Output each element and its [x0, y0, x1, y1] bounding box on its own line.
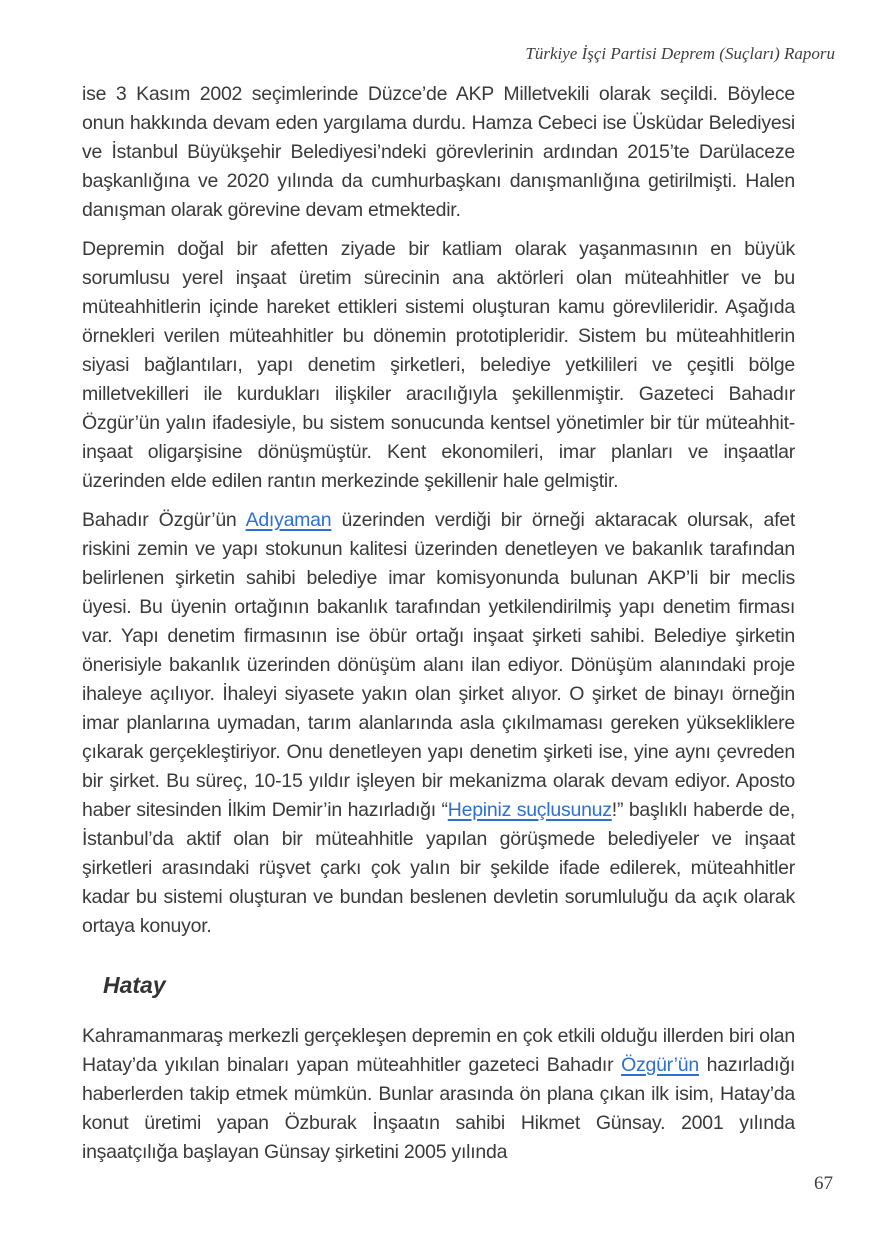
inline-link[interactable]: Hepiniz suçlusunuz: [447, 799, 612, 821]
paragraph: Kahramanmaraş merkezli gerçekleşen depremin en çok etkili olduğu illerden biri olan Hatay’da yıkılan binaları yapan müteahhitler gazeteci Bahadır Özgür’ün hazırladığı haberlerden takip etmek mümkün. Bunlar arasında ön plana çıkan ilk isim, Hatay’da konut üretimi yapan Özburak İnşaatın sahibi Hikmet Günsay. 2001 yılında inşaatçılığa başlayan Günsay şirketini 2005 yılında: [82, 1025, 795, 1163]
page-number: 67: [814, 1173, 833, 1194]
document-body: [82, 80, 795, 1177]
inline-link[interactable]: Adıyaman: [245, 509, 332, 531]
inline-link[interactable]: Özgür’ün: [621, 1054, 699, 1076]
section-heading: Hatay: [103, 972, 166, 998]
paragraph: Bahadır Özgür’ün Adıyaman üzerinden verdiği bir örneği aktaracak olursak, afet riskini zemin ve yapı stokunun kalitesi üzerinden denetleyen ve bakanlık tarafından belirlenen şirketin sahibi belediye imar komisyonunda bulunan AKP’li bir meclis üyesi. Bu üyenin ortağının bakanlık tarafından yetkilendirilmiş yapı denetim firması var. Yapı denetim firmasının ise öbür ortağı inşaat şirketi sahibi. Belediye şirketin önerisiyle bakanlık üzerinden dönüşüm alanı ilan ediyor. Dönüşüm alanındaki proje ihaleye açılıyor. İhaleyi siyasete yakın olan şirket alıyor. O şirket de binayı örneğin imar planlarına uymadan, tarım alanlarında asla çıkılmaması gereken yüksekliklere çıkarak gerçekleştiriyor. Onu denetleyen yapı denetim şirketi ise, yine aynı çevreden bir şirket. Bu süreç, 10-15 yıldır işleyen bir mekanizma olarak devam ediyor. Aposto haber sitesinden İlkim Demir’in hazırladığı “Hepiniz suçlusunuz!” başlıklı haberde de, İstanbul’da aktif olan bir müteahhitle yapılan görüşmede belediyeler ve inşaat şirketleri arasındaki rüşvet çarkı çok yalın bir şekilde ifade edilerek, müteahhitler kadar bu sistemi oluşturan ve bundan beslenen devletin sorumluluğu da açık olarak ortaya konuyor.: [82, 509, 795, 937]
paragraph: ise 3 Kasım 2002 seçimlerinde Düzce’de AKP Milletvekili olarak seçildi. Böylece onun hakkında devam eden yargılama durdu. Hamza Cebeci ise Üsküdar Belediyesi ve İstanbul Büyükşehir Belediyesi’ndeki görevlerinin ardından 2015’te Darülaceze başkanlığına ve 2020 yılında da cumhurbaşkanı danışmanlığına getirilmişti. Halen danışman olarak görevine devam etmektedir.: [82, 83, 795, 221]
paragraph: Depremin doğal bir afetten ziyade bir katliam olarak yaşanmasının en büyük sorumlusu yerel inşaat üretim sürecinin ana aktörleri olan müteahhitler ve bu müteahhitlerin içinde hareket ettikleri sistemi oluşturan kamu görevlileridir. Aşağıda örnekleri verilen müteahhitler bu dönemin prototipleridir. Sistem bu müteahhitlerin siyasi bağlantıları, yapı denetim şirketleri, belediye yetkilileri ve çeşitli bölge milletvekilleri ile kurdukları ilişkiler aracılığıyla şekillenmiştir. Gazeteci Bahadır Özgür’ün yalın ifadesiyle, bu sistem sonucunda kentsel yönetimler bir tür müteahhit-inşaat oligarşisine dönüşmüştür. Kent ekonomileri, imar planları ve inşaatlar üzerinden elde edilen rantın merkezinde şekillenir hale gelmiştir.: [82, 238, 795, 492]
running-header: Türkiye İşçi Partisi Deprem (Suçları) Raporu: [525, 44, 835, 63]
